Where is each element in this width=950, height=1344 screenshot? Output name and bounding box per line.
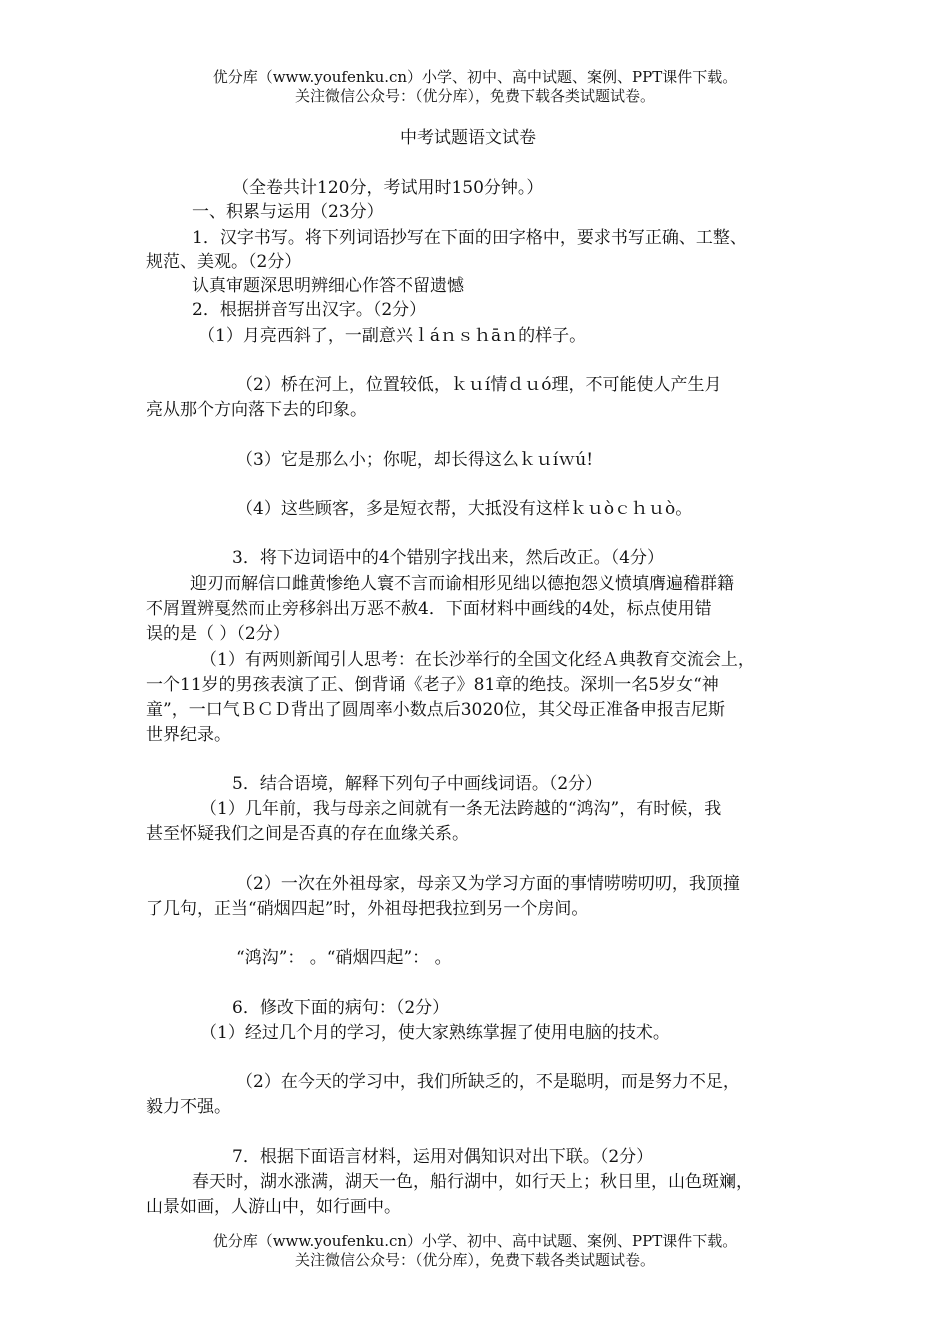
document-title: 中考试题语文试卷 (400, 128, 536, 148)
q6-item-2-line-1: （2）在今天的学习中，我们所缺乏的，不是聪明，而是努力不足， (236, 1072, 740, 1092)
q7-line-2: 山景如画，人游山中，如行画中。 (146, 1197, 401, 1217)
q2-item-1: （1）月亮西斜了，一副意兴ｌáｎｓｈāｎ的样子。 (198, 326, 587, 346)
q4-line-2: 一个11岁的男孩表演了正、倒背诵《老子》81章的绝技。深圳一名5岁女“神 (146, 675, 719, 695)
header-line-1: 优分库（www.youfenku.cn）小学、初中、高中试题、案例、PPT课件下载。 (212, 68, 738, 86)
q1-line-2: 规范、美观。（2分） (146, 252, 302, 272)
q4-line-4: 世界纪录。 (146, 725, 231, 745)
q5-item-1-line-2: 甚至怀疑我们之间是否真的存在血缘关系。 (146, 824, 469, 844)
q5-item-2-line-2: 了几句，正当“硝烟四起”时，外祖母把我拉到另一个房间。 (146, 899, 589, 919)
q2-item-2-line-2: 亮从那个方向落下去的印象。 (146, 400, 367, 420)
footer-line-1: 优分库（www.youfenku.cn）小学、初中、高中试题、案例、PPT课件下载。 (212, 1232, 738, 1250)
q7-line-1: 春天时，湖水涨满，湖天一色，船行湖中，如行天上；秋日里，山色斑斓， (192, 1172, 753, 1192)
q6-item-1: （1）经过几个月的学习，使大家熟练掌握了使用电脑的技术。 (200, 1023, 670, 1043)
q3-stem: 3．将下边词语中的4个错别字找出来，然后改正。（4分） (232, 548, 664, 568)
q3-line-2: 不屑置辨戛然而止旁移斜出万恶不赦4．下面材料中画线的4处，标点使用错 (146, 599, 712, 619)
q5-item-1-line-1: （1）几年前，我与母亲之间就有一条无法跨越的“鸿沟”，有时候，我 (200, 799, 722, 819)
footer-line-2: 关注微信公众号：（优分库），免费下载各类试题试卷。 (294, 1251, 655, 1269)
q5-answer-blanks: “鸿沟”： 。“硝烟四起”： 。 (236, 948, 452, 968)
q2-stem: 2．根据拼音写出汉字。（2分） (192, 300, 427, 320)
q6-item-2-line-2: 毅力不强。 (146, 1097, 231, 1117)
q5-stem: 5．结合语境，解释下列句子中画线词语。（2分） (232, 774, 603, 794)
q4-line-3: 童”，一口气ＢＣＤ背出了圆周率小数点后3020位，其父母正准备申报吉尼斯 (146, 700, 725, 720)
q5-item-2-line-1: （2）一次在外祖母家，母亲又为学习方面的事情唠唠叨叨，我顶撞 (236, 874, 740, 894)
q6-stem: 6．修改下面的病句：（2分） (232, 998, 450, 1018)
q4-line-1: （1）有两则新闻引人思考：在长沙举行的全国文化经Ａ典教育交流会上， (200, 650, 755, 670)
q2-item-4: （4）这些顾客，多是短衣帮，大抵没有这样ｋｕòｃｈｕò。 (236, 499, 693, 519)
header-line-2: 关注微信公众号：（优分库），免费下载各类试题试卷。 (294, 87, 655, 105)
q2-item-2-line-1: （2）桥在河上，位置较低，ｋｕí情ｄｕó理，不可能使人产生月 (236, 375, 722, 395)
q1-line-1: 1．汉字书写。将下列词语抄写在下面的田字格中，要求书写正确、工整、 (192, 228, 747, 248)
exam-intro: （全卷共计120分，考试用时150分钟。） (232, 178, 544, 198)
section-heading: 一、积累与运用（23分） (192, 202, 384, 222)
q3-line-1: 迎刃而解信口雌黄惨绝人寰不言而谕相形见绌以德抱怨义愤填膺遍稽群籍 (190, 574, 734, 594)
q3-line-3: 误的是（ ）（2分） (146, 624, 290, 644)
q1-words: 认真审题深思明辨细心作答不留遗憾 (192, 276, 464, 296)
q2-item-3: （3）它是那么小；你呢，却长得这么ｋｕíｗú! (236, 450, 594, 470)
q7-stem: 7．根据下面语言材料，运用对偶知识对出下联。（2分） (232, 1147, 654, 1167)
